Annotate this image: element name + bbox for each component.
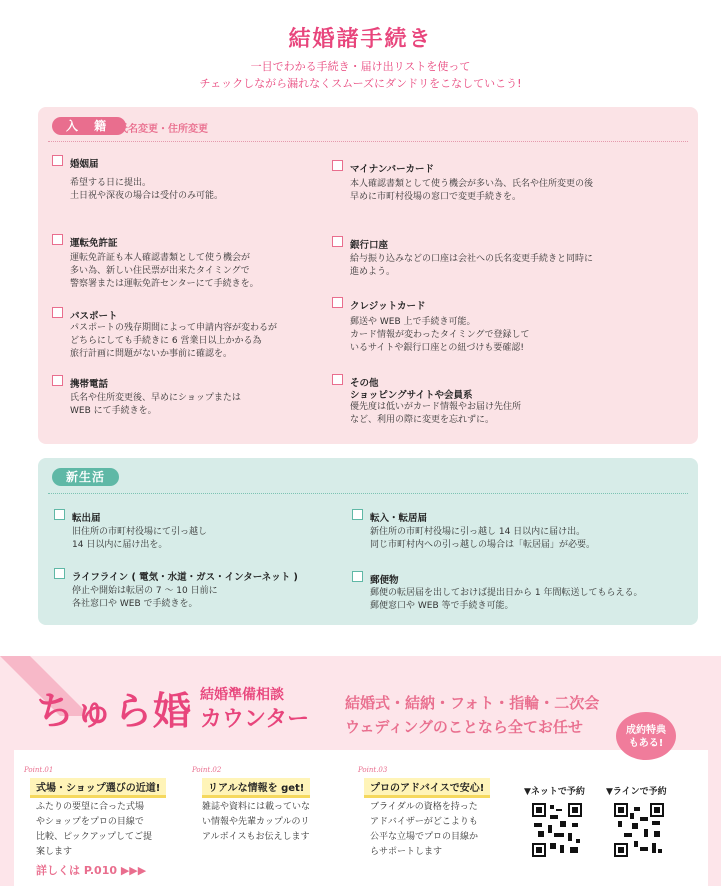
divider: [48, 493, 688, 494]
nyuseki-note: 氏名変更・住所変更: [118, 124, 208, 135]
checkbox[interactable]: [54, 568, 65, 579]
banner-tagline-1: 結婚式・結納・フォト・指輪・二次会: [345, 694, 600, 712]
item-title: ライフライン ( 電気・水道・ガス・インターネット ): [72, 572, 298, 583]
item-desc: パスポートの残存期間によって申請内容が変わるが どちらにしても手続きに 6 営業日以上かかる為 旅行計画に問題がないか事前に確認を。: [70, 323, 278, 359]
item-title: 銀行口座: [350, 240, 389, 251]
qr-code-line-icon[interactable]: [614, 803, 664, 857]
shinseikatsu-panel: [38, 458, 698, 625]
divider: [48, 141, 688, 142]
page-subtitle-line-1: 一目でわかる手続き・届け出リストを使って: [250, 60, 471, 73]
item-desc: 郵送や WEB 上で手続き可能。 カード情報が変わったタイミングで登録して いるサイトや銀行口座との紐づけも要確認!: [350, 317, 530, 353]
qr-line-label: ▼ラインで予約: [606, 787, 667, 797]
item-desc: 新住所の市町村役場に引っ越し 14 日以内に届け出。 同じ市町村内への引っ越しの場合は「転居届」が必要。: [370, 527, 596, 550]
item-desc: 郵便の転居届を出しておけば提出日から 1 年間転送してもらえる。 郵便窓口や WEB 等で手続き可能。: [370, 588, 643, 611]
item-desc: 給与振り込みなどの口座は会社への氏名変更手続きと同時に 進めよう。: [350, 254, 594, 277]
checkbox[interactable]: [352, 509, 363, 520]
checkbox[interactable]: [54, 509, 65, 520]
checkbox[interactable]: [52, 375, 63, 386]
checkbox[interactable]: [52, 307, 63, 318]
checkbox[interactable]: [352, 571, 363, 582]
item-title: 携帯電話: [70, 379, 109, 390]
badge-line-2: もある!: [628, 738, 664, 749]
item-desc: 優先度は低いがカード情報やお届け先住所 など、利用の際に変更を忘れずに。: [350, 402, 522, 425]
item-title: 転出届: [72, 513, 101, 524]
point-body: ブライダルの資格を持った アドバイザーがどこよりも 公平な立場でプロの目線か らサポートします: [370, 802, 479, 857]
item-desc: 希望する日に提出。 土日祝や深夜の場合は受付のみ可能。: [70, 178, 224, 201]
point-label: Point.02: [192, 766, 222, 774]
brand-sub2: カウンター: [200, 707, 310, 732]
bonus-badge: [616, 712, 676, 760]
checkbox[interactable]: [332, 236, 343, 247]
item-desc: 運転免許証も本人確認書類として使う機会が 多い為、新しい住民票が出来たタイミングで 警察署または運転免許センターにて手続きを。: [70, 253, 259, 289]
brand-logo: ちゅら婚: [36, 688, 193, 733]
more-link[interactable]: 詳しくは P.010 ▶▶▶: [36, 864, 147, 877]
item-desc: 停止や開始は転居の 7 〜 10 日前に 各社窓口や WEB で手続きを。: [72, 586, 218, 609]
nyuseki-tag: 入 籍: [52, 117, 126, 135]
shinseikatsu-tag: 新生活: [52, 468, 119, 486]
item-title: 転入・転居届: [370, 513, 428, 524]
point-heading: リアルな情報を get!: [202, 778, 310, 798]
nyuseki-panel: [38, 107, 698, 444]
checkbox[interactable]: [332, 374, 343, 385]
checkbox[interactable]: [52, 155, 63, 166]
qr-net-label: ▼ネットで予約: [524, 787, 585, 797]
point-heading: プロのアドバイスで安心!: [364, 778, 490, 798]
point-label: Point.01: [24, 766, 54, 774]
item-desc: 本人確認書類として使う機会が多い為、氏名や住所変更の後 早めに市町村役場の窓口で変更手続きを。: [350, 179, 594, 202]
point-body: 雑誌や資料には載っていな い情報や先輩カップルのリ アルボイスもお伝えします: [202, 802, 311, 842]
checkbox[interactable]: [332, 160, 343, 171]
checkbox[interactable]: [332, 297, 343, 308]
item-title: 郵便物: [370, 575, 399, 586]
item-title: 運転免許証: [70, 238, 118, 249]
item-subtitle: ショッピングサイトや会員系: [350, 390, 473, 401]
qr-code-net-icon[interactable]: [532, 803, 582, 857]
item-title: マイナンバーカード: [350, 164, 434, 175]
item-desc: 氏名や住所変更後、早めにショップまたは WEB にて手続きを。: [70, 393, 241, 416]
banner-tagline-2: ウェディングのことなら全てお任せ: [345, 718, 583, 736]
brand-sub1: 結婚準備相談: [200, 687, 284, 703]
checkbox[interactable]: [52, 234, 63, 245]
page-subtitle-line-2: チェックしながら漏れなくスムーズにダンドリをこなしていこう!: [199, 77, 522, 90]
point-label: Point.03: [358, 766, 388, 774]
point-body: ふたりの要望に合った式場 やショップをプロの目線で 比較、ピックアップしてご提 案します: [36, 802, 153, 857]
item-title: パスポート: [70, 311, 118, 322]
item-title: その他: [350, 378, 379, 389]
item-title: クレジットカード: [350, 301, 426, 312]
point-heading: 式場・ショップ選びの近道!: [30, 778, 166, 798]
page-title: 結婚諸手続き: [288, 27, 433, 52]
badge-line-1: 成約特典: [626, 725, 666, 736]
item-desc: 旧住所の市町村役場にて引っ越し 14 日以内に届け出を。: [72, 527, 208, 550]
item-title: 婚姻届: [70, 159, 99, 170]
